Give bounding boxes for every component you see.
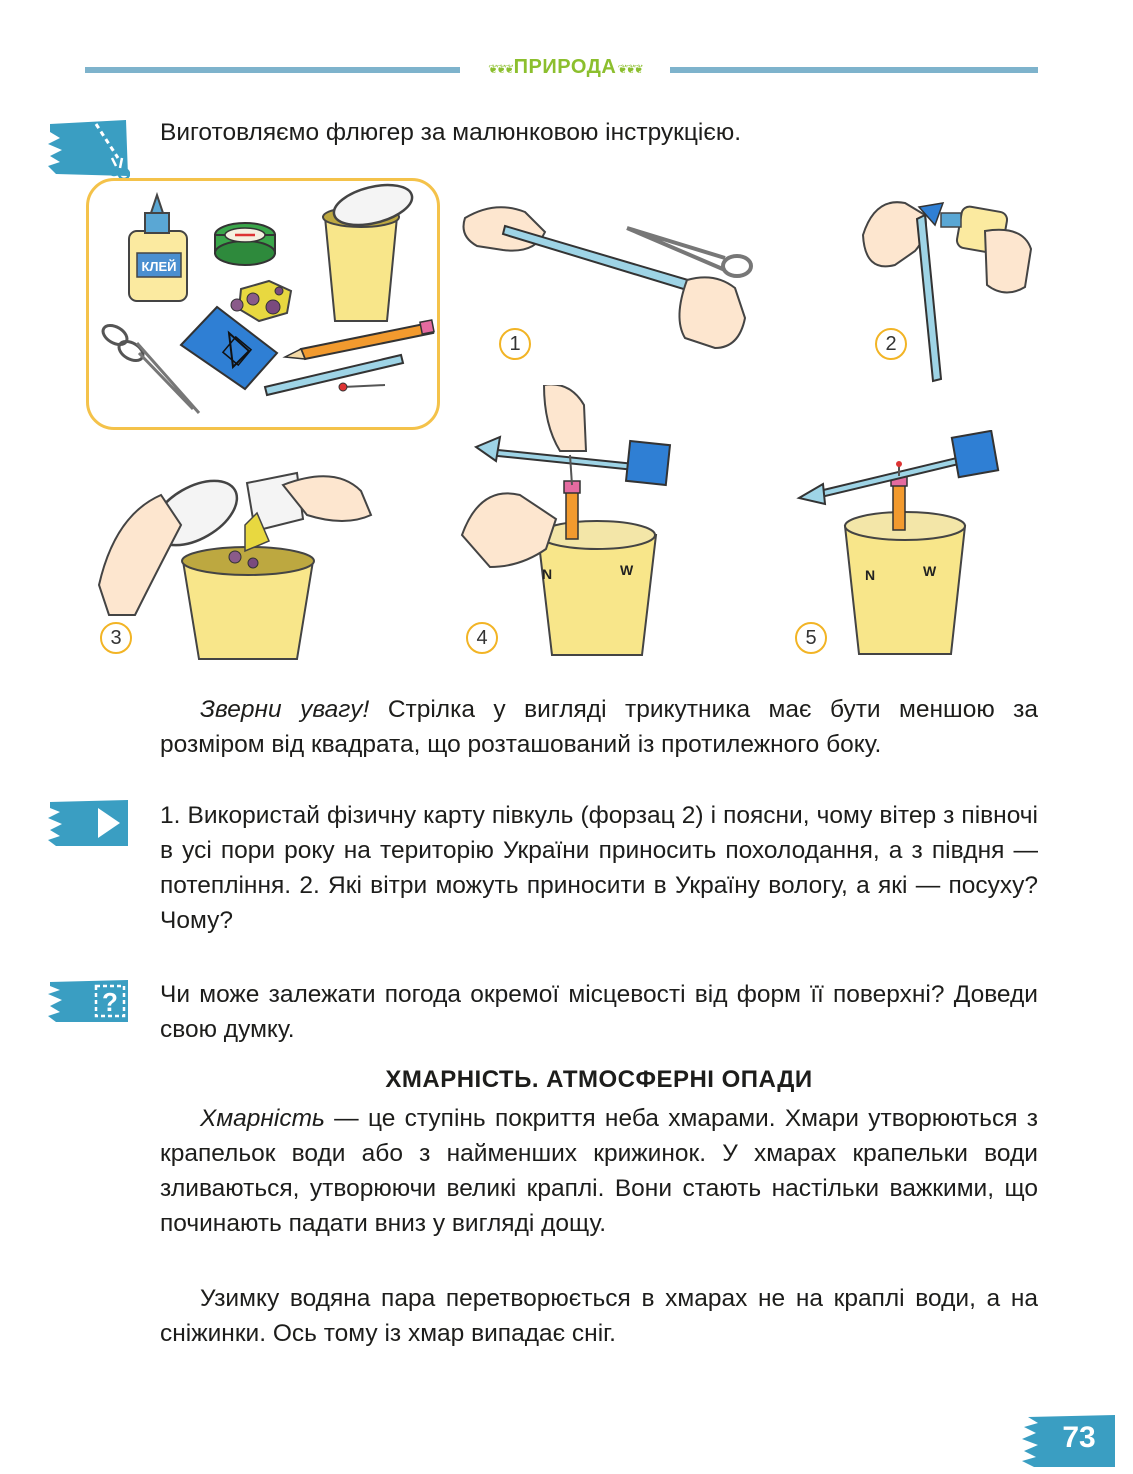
materials-panel xyxy=(86,178,440,430)
step-number: 2 xyxy=(875,328,907,360)
compass-icon xyxy=(215,223,275,265)
paragraph-1-text: — це ступінь покриття неба хмарами. Хмари утворюються з крапельок води або з найменших крижинок. У хмарах крапельки води зливаються, утворюючи великі краплі. Вони стають настільки важкими, що починають падати вниз у вигляді дощу. xyxy=(160,1105,1038,1237)
question-icon xyxy=(46,978,130,1024)
exercise-text: 1. Використай фізичну карту півкуль (форзац 2) і поясни, чому вітер з півночі в усі пори року на територію України приносить похолодання, а з півдня — потепління. 2. Які вітри можуть приносити в Україну вологу, а які — посуху? Чому? xyxy=(160,802,1038,934)
leaf-ornament-icon: ❦❦❦ xyxy=(488,62,514,76)
step-5-illustration xyxy=(795,430,1035,657)
note-text: Стрілка у вигляді трикутника має бути меншою за розміром від квадрата, що розташований із протилежного боку. xyxy=(160,696,1039,758)
note-paragraph xyxy=(160,692,1038,762)
compass-letter-n: N xyxy=(542,566,553,582)
page-number-badge xyxy=(1020,1413,1115,1469)
step-number: 5 xyxy=(795,622,827,654)
svg-text:?: ? xyxy=(102,987,118,1017)
compass-letter-w: W xyxy=(620,562,634,578)
page-number: 73 xyxy=(1062,1421,1096,1454)
step-1-illustration xyxy=(455,188,755,358)
practical-task-text: Виготовляємо флюгер за малюнковою інструкцією. xyxy=(160,119,742,146)
step-3-illustration xyxy=(95,465,385,660)
term-cloudiness: Хмарність xyxy=(200,1105,325,1132)
step-number: 4 xyxy=(466,622,498,654)
step-number: 3 xyxy=(100,622,132,654)
section-paragraph-1 xyxy=(160,1101,1038,1241)
glue-bottle-icon xyxy=(129,195,187,301)
stones-icon xyxy=(231,281,291,321)
play-icon xyxy=(46,798,130,848)
paragraph-2-text: Узимку водяна пара перетворюється в хмарах не на краплі води, а на сніжинки. Ось тому із хмар випадає сніг. xyxy=(160,1285,1038,1347)
section-title: ПРИРОДА xyxy=(513,56,617,78)
section-heading: ХМАРНІСТЬ. АТМОСФЕРНІ ОПАДИ xyxy=(385,1066,813,1093)
step-4-illustration xyxy=(460,385,720,657)
note-emphasis: Зверни увагу! xyxy=(200,696,370,723)
straw-icon xyxy=(265,355,403,395)
compass-letter-n: N xyxy=(865,567,876,583)
pin-icon xyxy=(339,383,385,391)
question-text: Чи може залежати погода окремої місцевості від форм її поверхні? Доведи свою думку. xyxy=(160,981,1038,1043)
pencil-icon xyxy=(285,320,434,359)
section-header xyxy=(460,56,670,79)
compass-letter-w: W xyxy=(923,563,937,579)
materials-illustration xyxy=(89,181,437,427)
cup-icon xyxy=(323,181,416,321)
section-paragraph-2 xyxy=(160,1281,1038,1351)
scissors-icon xyxy=(46,118,130,184)
scissors-tool-icon xyxy=(100,322,199,413)
step-number: 1 xyxy=(499,328,531,360)
header-rule-right xyxy=(670,67,1038,73)
leaf-ornament-icon: ❦❦❦ xyxy=(616,62,642,76)
header-rule-left xyxy=(85,67,460,73)
glue-label: КЛЕЙ xyxy=(141,259,177,274)
